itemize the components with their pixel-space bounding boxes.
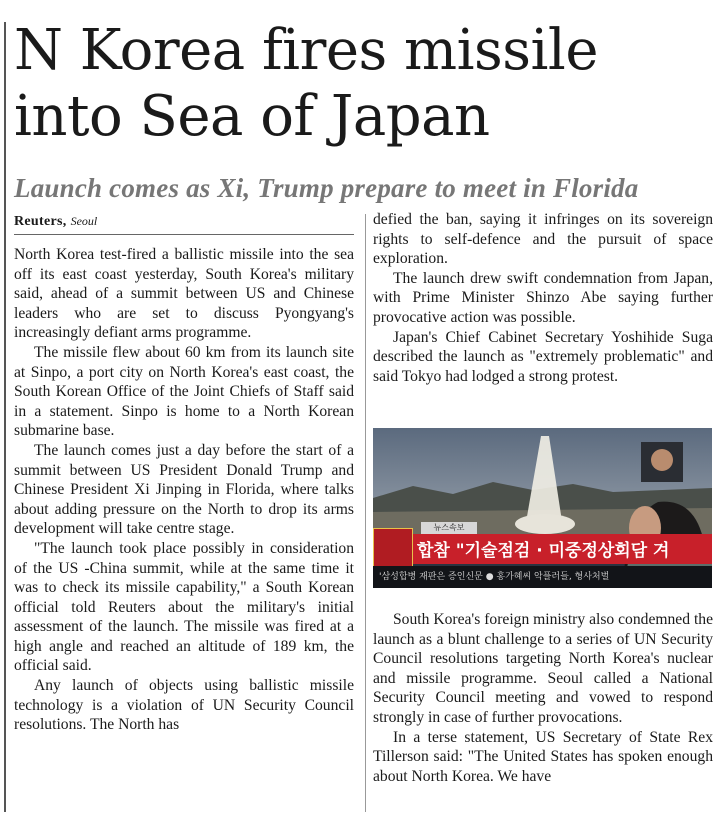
byline-divider [14, 234, 354, 235]
smoke-cloud [515, 514, 575, 534]
byline [14, 211, 354, 232]
paragraph: South Korea's foreign ministry also condemned the launch as a blunt challenge to a series of UN Security Council resolutions targeting North Korea's nuclear and missile programme. Seoul called a National Security Council meeting and vowed to respond strongly in case of further provocations. [373, 611, 713, 726]
channel-logo [373, 528, 413, 570]
left-border-rule [4, 22, 6, 812]
paragraph: North Korea test-fired a ballistic missile into the sea off its east coast yesterday, South Korea's military said, ahead of a summit between US and Chinese leaders who are set to discuss Pyongyang's increasingly defiant arms programme. [14, 246, 354, 342]
column-divider [365, 214, 366, 812]
person-face-inset [651, 449, 673, 471]
ticker-headline: 합참 "기술점검 · 미중정상회담 겨 [417, 541, 670, 561]
article-column-2 [373, 210, 713, 386]
subheadline: Launch comes as Xi, Trump prepare to meet in Florida [14, 173, 639, 203]
article-column-1 [14, 245, 354, 735]
news-tag: 뉴스속보 [421, 522, 477, 534]
paragraph: Japan's Chief Cabinet Secretary Yoshihide Suga described the launch as "extremely problematic" and said Tokyo had lodged a strong protest. [373, 328, 713, 385]
news-photo [373, 428, 712, 588]
paragraph: defied the ban, saying it infringes on its sovereign rights to self-defence and the pursuit of space exploration. [373, 211, 713, 268]
ticker-crawl: '삼성합병 재판은 증인신문 ● 홍가혜씨 악플러들, 형사처벌 [373, 566, 712, 588]
paragraph: Any launch of objects using ballistic missile technology is a violation of UN Security Council resolutions. The North has [14, 677, 354, 734]
byline-agency: Reuters, [14, 214, 67, 229]
paragraph: "The launch took place possibly in consideration of the US -China summit, while at the same time it was to check its missile capability," a South Korean official told Reuters about the military's initial assessment of the launch. The missile was fired at a high angle and reached an altitude of 189 km, the official said. [14, 539, 354, 675]
byline-location: Seoul [70, 214, 98, 228]
paragraph: The launch comes just a day before the start of a summit between US President Donald Trump and Chinese President Xi Jinping in Florida, where talks about adding pressure on the North to drop its arms development will take centre stage. [14, 441, 354, 538]
paragraph: In a terse statement, US Secretary of State Rex Tillerson said: "The United States has spoken enough about North Korea. We have [373, 728, 713, 785]
paragraph: The missile flew about 60 km from its launch site at Sinpo, a port city on North Korea's east coast, the South Korean Office of the Joint Chiefs of Staff said in a statement. Sinpo is home to a North Korean submarine base. [14, 343, 354, 440]
headline-line-1: N Korea fires missile [14, 18, 598, 83]
article-column-3 [373, 610, 713, 786]
headline [14, 18, 714, 150]
tv-screen-illustration [373, 428, 712, 588]
headline-line-2: into Sea of Japan [14, 84, 490, 149]
paragraph: The launch drew swift condemnation from Japan, with Prime Minister Shinzo Abe saying further provocative action was possible. [373, 269, 713, 326]
